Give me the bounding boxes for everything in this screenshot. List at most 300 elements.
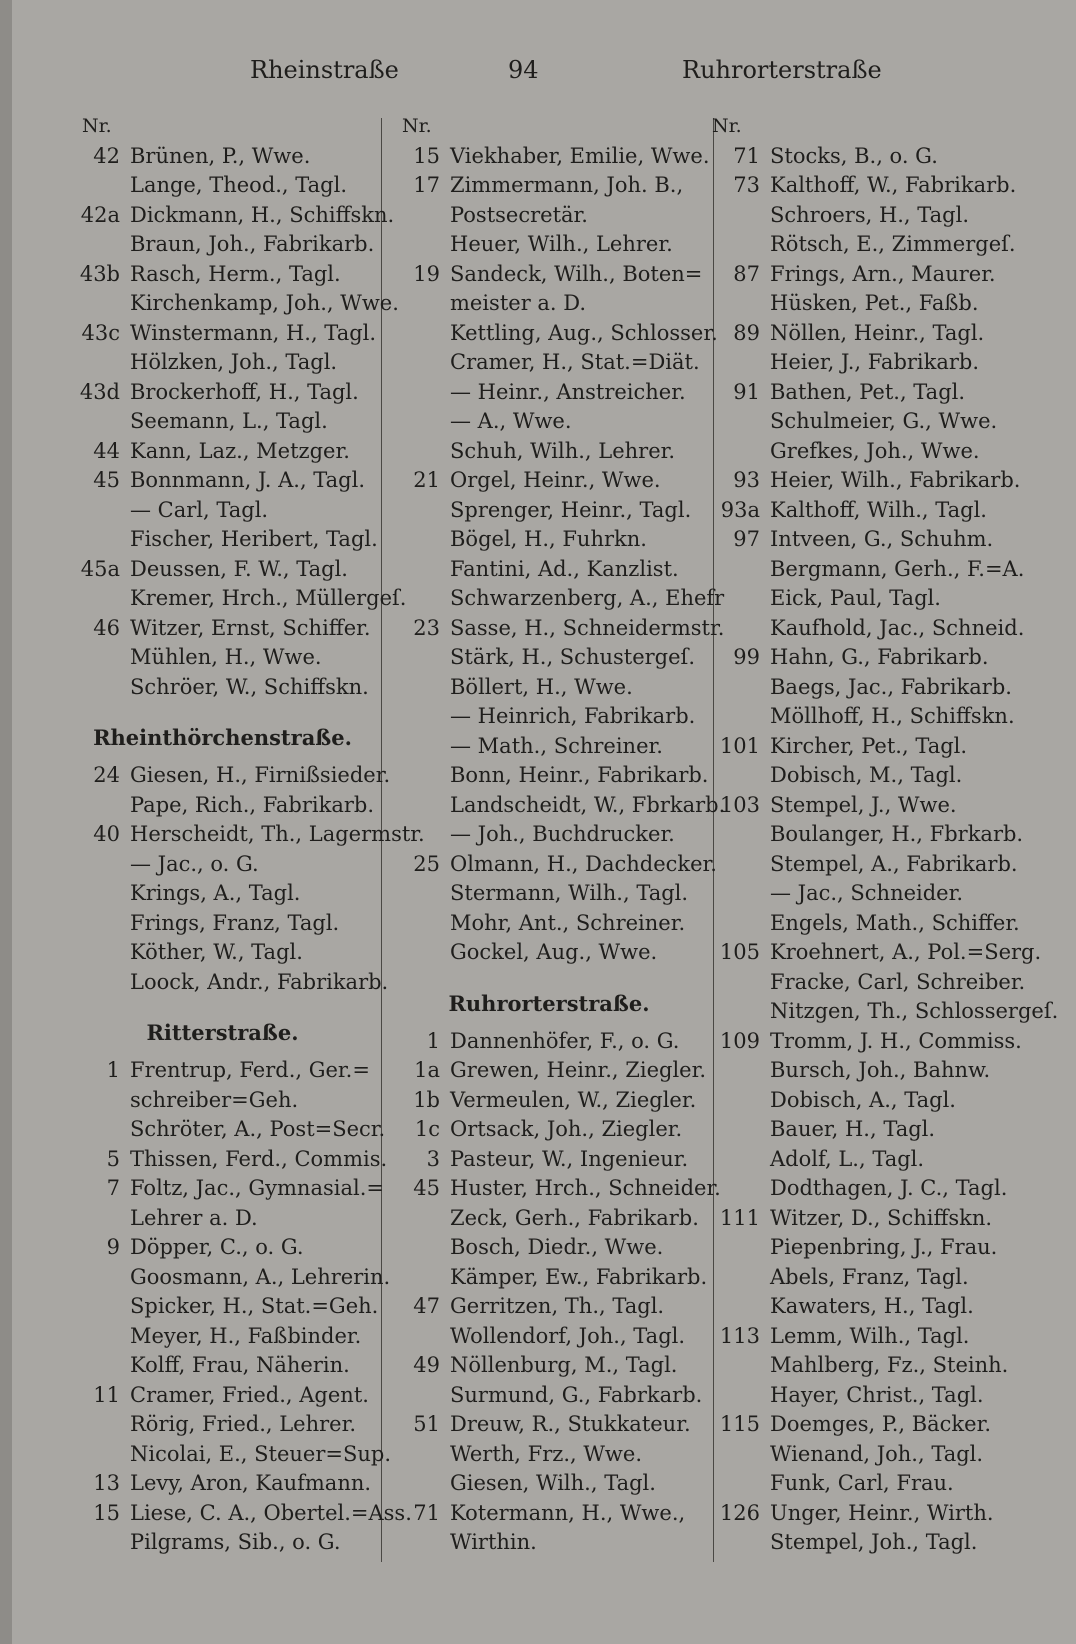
resident-entry: Dobisch, A., Tagl. <box>770 1087 956 1112</box>
resident-entry: Rasch, Herm., Tagl. <box>130 261 341 286</box>
house-number: 43d <box>79 379 120 404</box>
directory-entry <box>700 142 1040 172</box>
resident-entry: — Heinrich, Fabrikarb. <box>450 704 696 728</box>
resident-entry: Wollendorf, Joh., Tagl. <box>450 1323 686 1348</box>
resident-entry: Fantini, Ad., Kanzlist. <box>450 556 679 581</box>
directory-entry <box>700 673 1040 703</box>
house-number: 45a <box>80 556 120 581</box>
directory-entry <box>700 997 1059 1027</box>
house-number: 11 <box>93 1382 120 1407</box>
resident-entry: Funk, Carl, Frau. <box>770 1471 954 1495</box>
directory-entry <box>390 407 708 437</box>
directory-entry <box>70 319 375 349</box>
directory-entry <box>700 1351 1040 1381</box>
resident-entry: Pilgrams, Sib., o. G. <box>130 1530 341 1554</box>
resident-entry: Kalthoff, W., Fabrikarb. <box>770 173 1017 197</box>
directory-entry <box>700 732 1040 762</box>
resident-entry: Kämper, Ew., Fabrikarb. <box>450 1264 708 1289</box>
directory-entry <box>70 1233 375 1263</box>
resident-entry: Doemges, P., Bäcker. <box>770 1412 991 1436</box>
directory-entry <box>700 1027 1040 1057</box>
resident-entry: Böllert, H., Wwe. <box>450 674 633 699</box>
resident-entry: Sandeck, Wilh., Boten= <box>450 261 703 286</box>
directory-entry <box>700 584 1040 614</box>
number-column-heading: Nr. <box>82 115 112 137</box>
page-binding-edge <box>0 0 12 1644</box>
resident-entry: Kirchenkamp, Joh., Wwe. <box>130 291 399 315</box>
house-number <box>390 643 450 673</box>
directory-entry <box>390 1027 708 1057</box>
resident-entry: Schwarzenberg, A., Ehefr <box>450 586 725 610</box>
running-header <box>0 56 1076 92</box>
directory-entry <box>390 289 708 319</box>
directory-entry <box>70 1440 392 1470</box>
resident-entry: Heier, Wilh., Fabrikarb. <box>770 468 1021 492</box>
house-number <box>700 1145 770 1175</box>
house-number <box>700 1440 770 1470</box>
resident-entry: Brünen, P., Wwe. <box>130 143 311 168</box>
resident-entry: Hahn, G., Fabrikarb. <box>770 645 989 669</box>
house-number <box>390 791 450 821</box>
house-number: 43b <box>79 261 120 286</box>
house-number <box>700 820 770 850</box>
house-number: 73 <box>733 173 760 197</box>
resident-entry: Abels, Franz, Tagl. <box>770 1264 969 1289</box>
resident-entry: — Jac., Schneider. <box>770 881 964 905</box>
resident-entry: Deussen, F. W., Tagl. <box>130 556 348 581</box>
directory-entry <box>70 1292 379 1322</box>
directory-entry <box>700 319 1040 349</box>
house-number <box>700 1351 770 1381</box>
house-number: 25 <box>413 851 440 876</box>
house-number <box>700 850 770 880</box>
directory-entry <box>70 1174 384 1204</box>
house-number <box>390 732 450 762</box>
house-number <box>700 968 770 998</box>
house-number <box>70 525 130 555</box>
resident-entry: Ortsack, Joh., Ziegler. <box>450 1117 683 1141</box>
resident-entry: Nitzgen, Th., Schlossergeſ. <box>770 999 1059 1023</box>
resident-entry: — A., Wwe. <box>450 409 572 433</box>
directory-entry <box>700 1145 1040 1175</box>
directory-entry <box>70 938 375 968</box>
resident-entry: Pasteur, W., Ingenieur. <box>450 1146 689 1171</box>
resident-entry: Kaufhold, Jac., Schneid. <box>770 615 1025 640</box>
directory-entry <box>700 201 1040 231</box>
house-number <box>700 230 770 260</box>
house-number <box>390 319 450 349</box>
resident-entry: Zeck, Gerh., Fabrikarb. <box>450 1205 699 1230</box>
directory-entry <box>390 1056 708 1086</box>
resident-entry: schreiber=Geh. <box>130 1087 299 1112</box>
resident-entry: Schroers, H., Tagl. <box>770 202 970 227</box>
directory-entry <box>70 584 407 614</box>
house-number: 49 <box>413 1353 440 1377</box>
directory-entry <box>390 260 708 290</box>
house-number: 97 <box>733 527 760 551</box>
directory-entry <box>700 1410 1040 1440</box>
resident-entry: Cramer, Fried., Agent. <box>130 1382 369 1407</box>
resident-entry: Witzer, D., Schiffskn. <box>770 1205 993 1230</box>
page-number: 94 <box>508 56 539 84</box>
directory-entry <box>700 525 1040 555</box>
resident-entry: Möllhoff, H., Schiffskn. <box>770 704 1015 728</box>
resident-entry: Braun, Joh., Fabrikarb. <box>130 232 375 256</box>
directory-entry <box>700 378 1040 408</box>
number-column-heading: Nr. <box>402 115 432 137</box>
resident-entry: Piepenbring, J., Frau. <box>770 1235 998 1259</box>
column-3 <box>700 112 1059 1558</box>
house-number <box>700 407 770 437</box>
directory-entry <box>700 968 1040 998</box>
resident-entry: Landscheidt, W., Fbrkarb. <box>450 792 726 817</box>
directory-entry <box>70 1322 375 1352</box>
directory-entry <box>390 201 708 231</box>
house-number <box>390 909 450 939</box>
resident-entry: Winstermann, H., Tagl. <box>130 320 377 345</box>
house-number <box>390 348 450 378</box>
directory-entry <box>70 378 375 408</box>
resident-entry: Werth, Frz., Wwe. <box>450 1441 643 1466</box>
resident-entry: Grewen, Heinr., Ziegler. <box>450 1058 706 1082</box>
house-number: 111 <box>719 1205 760 1230</box>
resident-entry: Lange, Theod., Tagl. <box>130 173 348 197</box>
resident-entry: Huster, Hrch., Schneider. <box>450 1176 721 1200</box>
directory-entry <box>70 761 391 791</box>
house-number <box>70 1528 130 1558</box>
resident-entry: Döpper, C., o. G. <box>130 1235 304 1259</box>
directory-entry <box>700 761 1040 791</box>
resident-entry: Schulmeier, G., Wwe. <box>770 409 998 433</box>
directory-entry <box>70 171 375 201</box>
house-number: 44 <box>93 438 120 463</box>
directory-entry <box>70 525 378 555</box>
directory-entry <box>700 496 1040 526</box>
house-number <box>70 909 130 939</box>
directory-entry <box>390 732 708 762</box>
house-number: 1 <box>106 1058 120 1082</box>
house-number: 47 <box>413 1294 440 1318</box>
directory-entry <box>700 1528 1040 1558</box>
resident-entry: Thissen, Ferd., Commis. <box>130 1146 388 1171</box>
directory-entry <box>700 1056 1040 1086</box>
directory-entry <box>390 555 708 585</box>
resident-entry: Frings, Arn., Maurer. <box>770 261 996 286</box>
house-number <box>390 584 450 614</box>
directory-entry <box>70 1351 375 1381</box>
directory-entry <box>70 496 375 526</box>
directory-entry <box>70 437 375 467</box>
resident-entry: Kroehnert, A., Pol.=Serg. <box>770 940 1042 964</box>
house-number <box>700 1292 770 1322</box>
directory-entry <box>390 1233 708 1263</box>
resident-entry: Rötsch, E., Zimmergeſ. <box>770 232 1016 256</box>
directory-entry <box>70 1469 375 1499</box>
resident-entry: Giesen, Wilh., Tagl. <box>450 1471 656 1495</box>
resident-entry: Dreuw, R., Stukkateur. <box>450 1412 691 1436</box>
directory-entry <box>70 1263 391 1293</box>
resident-entry: Stocks, B., o. G. <box>770 143 938 168</box>
house-number: 1c <box>414 1117 440 1141</box>
header-left-street: Rheinstraße <box>250 56 399 84</box>
house-number <box>70 1410 130 1440</box>
directory-entry <box>390 1440 708 1470</box>
directory-entry <box>700 1263 1040 1293</box>
house-number <box>70 850 130 880</box>
resident-entry: Gockel, Aug., Wwe. <box>450 940 658 964</box>
house-number: 103 <box>719 792 760 817</box>
resident-entry: Cramer, H., Stat.=Diät. <box>450 350 700 374</box>
directory-entry <box>700 879 1040 909</box>
resident-entry: Heier, J., Fabrikarb. <box>770 350 980 374</box>
resident-entry: Postsecretär. <box>450 202 588 227</box>
directory-entry <box>390 319 718 349</box>
resident-entry: Meyer, H., Faßbinder. <box>130 1323 362 1348</box>
house-number <box>390 1233 450 1263</box>
house-number: 113 <box>719 1323 760 1348</box>
directory-entry <box>700 466 1040 496</box>
house-number <box>70 643 130 673</box>
house-number: 115 <box>719 1412 760 1436</box>
directory-entry <box>70 407 375 437</box>
resident-entry: Wienand, Joh., Tagl. <box>770 1441 984 1466</box>
house-number <box>700 555 770 585</box>
directory-entry <box>70 260 375 290</box>
house-number <box>390 1440 450 1470</box>
house-number <box>70 1440 130 1470</box>
house-number <box>70 1115 130 1145</box>
directory-entry <box>700 791 1040 821</box>
directory-entry <box>70 909 375 939</box>
house-number: 24 <box>93 763 120 787</box>
directory-entry <box>390 879 708 909</box>
house-number <box>390 496 450 526</box>
directory-entry <box>700 171 1040 201</box>
resident-entry: — Jac., o. G. <box>130 851 259 876</box>
resident-entry: Nöllen, Heinr., Tagl. <box>770 320 985 345</box>
house-number <box>700 1381 770 1411</box>
house-number <box>700 348 770 378</box>
house-number <box>390 761 450 791</box>
directory-entry <box>700 1469 1040 1499</box>
resident-entry: — Joh., Buchdrucker. <box>450 822 675 846</box>
resident-entry: Olmann, H., Dachdecker. <box>450 851 717 876</box>
house-number <box>390 702 450 732</box>
directory-entry <box>390 909 708 939</box>
house-number <box>70 496 130 526</box>
house-number: 3 <box>426 1146 440 1171</box>
directory-entry <box>70 879 375 909</box>
resident-entry: Schröter, A., Post=Secr. <box>130 1117 386 1141</box>
house-number <box>390 555 450 585</box>
resident-entry: Köther, W., Tagl. <box>130 940 303 964</box>
column-2 <box>390 112 726 1558</box>
resident-entry: Kawaters, H., Tagl. <box>770 1294 974 1318</box>
house-number <box>70 1263 130 1293</box>
directory-entry <box>390 1204 708 1234</box>
house-number: 5 <box>106 1146 120 1171</box>
resident-entry: Rörig, Fried., Lehrer. <box>130 1412 356 1436</box>
house-number: 40 <box>93 822 120 846</box>
directory-entry <box>390 230 708 260</box>
directory-entry <box>700 1322 1040 1352</box>
resident-entry: Dickmann, H., Schiffskn. <box>130 202 395 227</box>
house-number: 43c <box>81 320 120 345</box>
resident-entry: Liese, C. A., Obertel.=Ass. <box>130 1500 412 1525</box>
house-number: 1a <box>414 1058 440 1082</box>
resident-entry: Engels, Math., Schiffer. <box>770 910 1020 935</box>
resident-entry: Bergmann, Gerh., F.=A. <box>770 556 1025 581</box>
directory-entry <box>700 938 1040 968</box>
house-number <box>390 378 450 408</box>
directory-entry <box>70 1115 386 1145</box>
house-number <box>700 761 770 791</box>
resident-entry: Heuer, Wilh., Lehrer. <box>450 232 673 256</box>
house-number <box>390 437 450 467</box>
house-number: 51 <box>413 1412 440 1436</box>
directory-entry <box>70 466 375 496</box>
house-number: 1b <box>413 1087 440 1112</box>
house-number: 7 <box>106 1176 120 1200</box>
directory-entry <box>70 348 375 378</box>
directory-entry <box>390 702 708 732</box>
resident-entry: Frentrup, Ferd., Ger.= <box>130 1058 370 1082</box>
resident-entry: Bathen, Pet., Tagl. <box>770 379 966 404</box>
house-number: 99 <box>733 645 760 669</box>
house-number <box>70 1351 130 1381</box>
resident-entry: Bonn, Heinr., Fabrikarb. <box>450 763 709 787</box>
resident-entry: Dannenhöfer, F., o. G. <box>450 1028 680 1053</box>
house-number <box>390 938 450 968</box>
directory-entry <box>390 1292 708 1322</box>
house-number <box>700 1528 770 1558</box>
house-number <box>700 1263 770 1293</box>
resident-entry: — Carl, Tagl. <box>130 497 269 522</box>
resident-entry: Goosmann, A., Lehrerin. <box>130 1264 391 1289</box>
resident-entry: Stempel, J., Wwe. <box>770 792 957 817</box>
directory-entry <box>700 437 1040 467</box>
resident-entry: Kircher, Pet., Tagl. <box>770 733 968 758</box>
resident-entry: Sasse, H., Schneidermstr. <box>450 615 725 640</box>
resident-entry: Lemm, Wilh., Tagl. <box>770 1323 970 1348</box>
house-number <box>390 673 450 703</box>
resident-entry: Kettling, Aug., Schlosser. <box>450 320 718 345</box>
directory-entry <box>700 1115 1040 1145</box>
house-number: 93a <box>720 497 760 522</box>
directory-entry <box>700 555 1040 585</box>
directory-entry <box>390 1263 708 1293</box>
house-number <box>70 1086 130 1116</box>
street-heading: Ritterstraße. <box>146 1020 299 1045</box>
directory-entry <box>70 1204 375 1234</box>
directory-entry <box>70 614 375 644</box>
number-column-heading: Nr. <box>712 115 742 137</box>
house-number <box>70 230 130 260</box>
house-number: 71 <box>413 1500 440 1525</box>
house-number <box>390 1381 450 1411</box>
directory-entry <box>70 968 389 998</box>
directory-entry <box>70 1056 375 1086</box>
directory-entry <box>700 1233 1040 1263</box>
resident-entry: Dodthagen, J. C., Tagl. <box>770 1176 1008 1200</box>
house-number <box>390 201 450 231</box>
directory-entry <box>390 1086 708 1116</box>
house-number: 15 <box>413 143 440 168</box>
directory-entry <box>390 496 708 526</box>
house-number: 19 <box>413 261 440 286</box>
house-number: 21 <box>413 468 440 492</box>
directory-entry <box>700 289 1040 319</box>
resident-entry: meister a. D. <box>450 291 587 315</box>
house-number <box>70 1322 130 1352</box>
resident-entry: Unger, Heinr., Wirth. <box>770 1500 994 1525</box>
house-number: 45 <box>93 468 120 492</box>
directory-entry <box>70 1528 375 1558</box>
resident-entry: Witzer, Ernst, Schiffer. <box>130 615 371 640</box>
resident-entry: Spicker, H., Stat.=Geh. <box>130 1294 379 1318</box>
directory-entry <box>390 378 708 408</box>
resident-entry: Vermeulen, W., Ziegler. <box>450 1087 697 1112</box>
resident-entry: Nicolai, E., Steuer=Sup. <box>130 1441 392 1466</box>
resident-entry: Kotermann, H., Wwe., <box>450 1500 686 1525</box>
directory-entry <box>70 201 395 231</box>
house-number <box>700 1086 770 1116</box>
directory-entry <box>700 260 1040 290</box>
resident-entry: Seemann, L., Tagl. <box>130 409 328 433</box>
resident-entry: Pape, Rich., Fabrikarb. <box>130 792 375 817</box>
house-number: 1 <box>426 1028 440 1053</box>
directory-entry <box>390 614 725 644</box>
directory-entry <box>390 171 708 201</box>
resident-entry: Adolf, L., Tagl. <box>770 1146 925 1171</box>
resident-entry: Kann, Laz., Metzger. <box>130 438 350 463</box>
directory-entry <box>70 1086 375 1116</box>
resident-entry: Stempel, Joh., Tagl. <box>770 1530 978 1554</box>
house-number: 17 <box>413 173 440 197</box>
directory-entry <box>390 1115 708 1145</box>
house-number <box>700 909 770 939</box>
resident-entry: Zimmermann, Joh. B., <box>450 173 684 197</box>
directory-entry <box>700 407 1040 437</box>
resident-entry: Hüsken, Pet., Faßb. <box>770 291 979 315</box>
directory-entry <box>700 614 1040 644</box>
directory-entry <box>390 1351 708 1381</box>
resident-entry: Herscheidt, Th., Lagermstr. <box>130 822 425 846</box>
directory-entry <box>390 850 717 880</box>
directory-entry <box>390 673 708 703</box>
directory-entry <box>700 820 1040 850</box>
header-right-street: Ruhrorterstraße <box>682 56 882 84</box>
house-number: 91 <box>733 379 760 404</box>
directory-entry <box>70 1410 375 1440</box>
directory-entry <box>700 1204 1040 1234</box>
resident-entry: Bögel, H., Fuhrkn. <box>450 527 647 551</box>
resident-entry: Bosch, Diedr., Wwe. <box>450 1235 664 1259</box>
directory-entry <box>700 1292 1040 1322</box>
directory-entry <box>70 820 425 850</box>
resident-entry: Fischer, Heribert, Tagl. <box>130 527 378 551</box>
resident-entry: Mühlen, H., Wwe. <box>130 645 322 669</box>
house-number <box>70 584 130 614</box>
house-number <box>700 1056 770 1086</box>
directory-entry <box>700 909 1040 939</box>
resident-entry: Bursch, Joh., Bahnw. <box>770 1058 991 1082</box>
directory-entry <box>70 230 375 260</box>
house-number <box>700 289 770 319</box>
house-number <box>700 1469 770 1499</box>
house-number: 109 <box>719 1028 760 1053</box>
directory-entry <box>390 348 708 378</box>
